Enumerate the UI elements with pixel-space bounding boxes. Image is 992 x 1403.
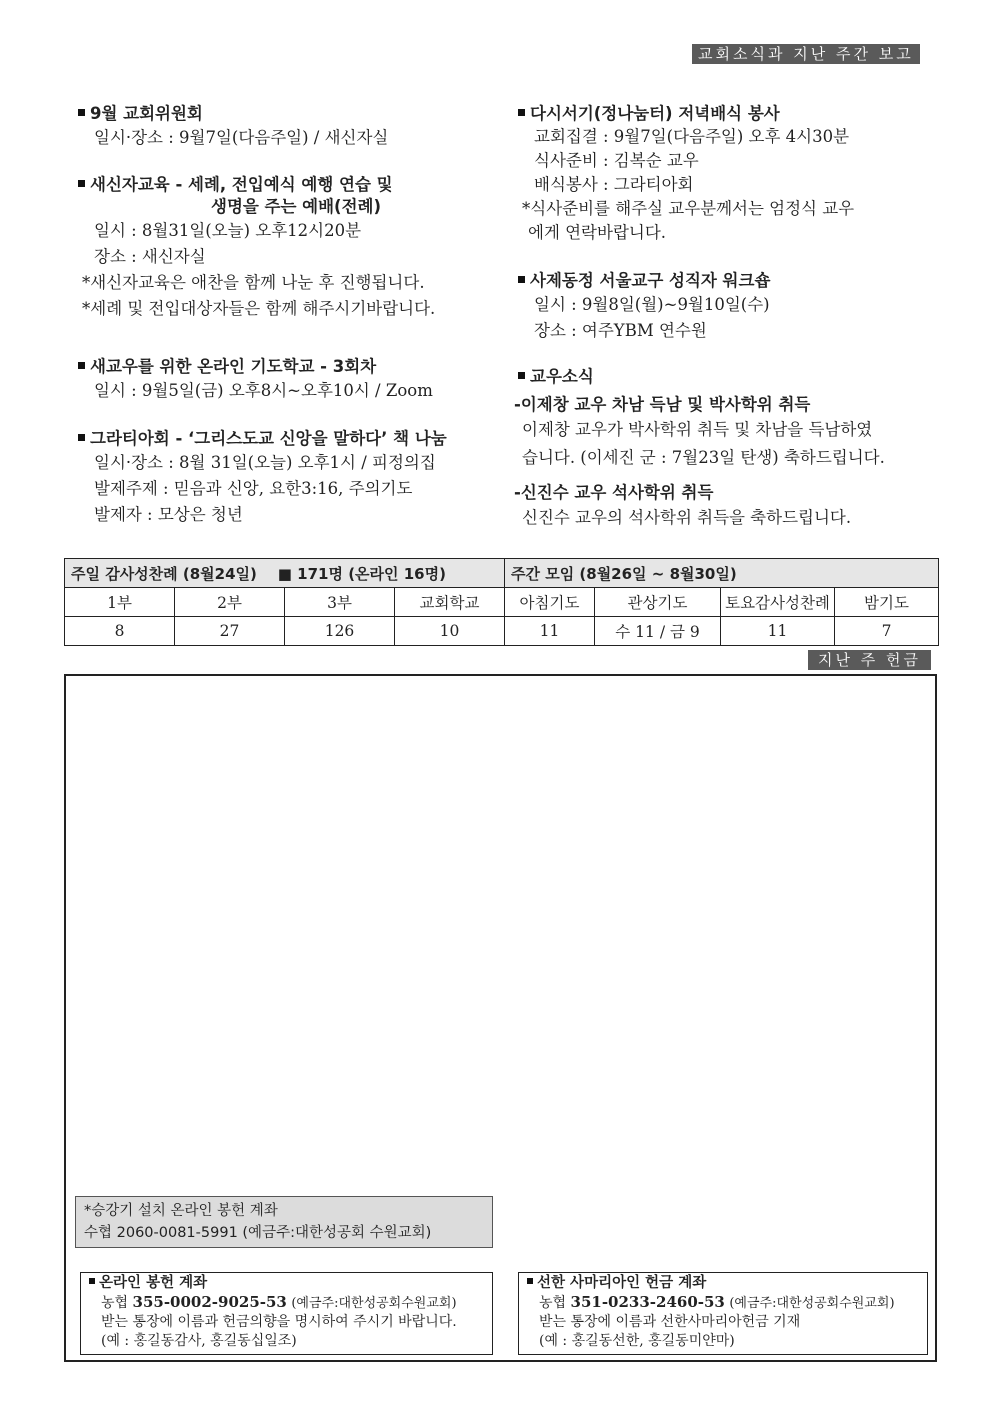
notice-note: *식사준비를 해주실 교우분께서는 엄정식 교우 bbox=[522, 199, 855, 218]
account-number-line: 농협 355-0002-9025-53 (예금주:대한성공회수원교회) bbox=[101, 1293, 457, 1311]
notice-line: 배식봉사 : 그라티아회 bbox=[534, 175, 694, 194]
column-header: 아침기도 bbox=[505, 588, 595, 617]
column-header: 2부 bbox=[175, 588, 285, 617]
bullet-square-icon bbox=[89, 1278, 95, 1284]
attendance-value: 11 bbox=[721, 617, 835, 646]
notice-meal-service bbox=[518, 103, 854, 245]
online-offering-note bbox=[75, 1196, 493, 1248]
column-header: 1부 bbox=[65, 588, 175, 617]
bullet-square-icon bbox=[518, 372, 525, 379]
notice-committee bbox=[78, 103, 388, 151]
account-title: 온라인 봉헌 계좌 bbox=[89, 1274, 484, 1293]
notice-line: 일시 : 8월31일(오늘) 오후12시20분 bbox=[94, 221, 362, 240]
bullet-square-icon bbox=[78, 362, 85, 369]
sunday-header: 주일 감사성찬례 (8월24일) ■ 171명 (온라인 16명) bbox=[65, 559, 505, 588]
account-line: 받는 통장에 이름과 선한사마리아헌금 기재 bbox=[539, 1314, 801, 1330]
notice-line: 일시·장소 : 9월7일(다음주일) / 새신자실 bbox=[94, 128, 389, 147]
notice-member-news bbox=[514, 366, 885, 532]
online-note-account: 수협 2060-0081-5991 (예금주:대한성공회 수원교회) bbox=[84, 1225, 432, 1241]
attendance-header-row bbox=[65, 559, 939, 588]
account-title: 선한 사마리아인 헌금 계좌 bbox=[527, 1274, 919, 1293]
column-header: 3부 bbox=[285, 588, 395, 617]
online-note-title: *승강기 설치 온라인 봉헌 계좌 bbox=[84, 1203, 278, 1219]
notice-newcomer-education bbox=[78, 174, 435, 322]
bullet-square-icon bbox=[78, 434, 85, 441]
bullet-square-icon bbox=[527, 1278, 533, 1284]
attendance-value: 11 bbox=[505, 617, 595, 646]
account-number: 351-0233-2460-53 bbox=[570, 1293, 725, 1311]
notice-title: 다시서기(정나눔터) 저녁배식 봉사 bbox=[518, 103, 854, 125]
attendance-table bbox=[64, 558, 939, 646]
news-subtitle: -신진수 교우 석사학위 취득 bbox=[514, 483, 714, 502]
news-line: 습니다. (이세진 군 : 7월23일 탄생) 축하드립니다. bbox=[522, 448, 885, 467]
offering-tag: 지난 주 헌금 bbox=[808, 650, 931, 670]
notice-line: 발제자 : 모상은 청년 bbox=[94, 505, 243, 524]
notice-note: *세례 및 전입대상자들은 함께 해주시기바랍니다. bbox=[82, 299, 436, 318]
notice-title: 사제동정 서울교구 성직자 워크숍 bbox=[518, 270, 770, 292]
account-line: (예 : 홍길동선한, 홍길동미얀마) bbox=[539, 1333, 735, 1349]
news-line: 이제창 교우가 박사학위 취득 및 차남을 득남하였 bbox=[522, 420, 873, 439]
attendance-value: 8 bbox=[65, 617, 175, 646]
attendance-value: 126 bbox=[285, 617, 395, 646]
notice-title: 그라티아회 - ‘그리스도교 신앙을 말하다’ 책 나눔 bbox=[78, 428, 447, 450]
attendance-value: 수 11 / 금 9 bbox=[595, 617, 721, 646]
notice-line: 장소 : 여주YBM 연수원 bbox=[534, 321, 707, 340]
notice-note: 에게 연락바랍니다. bbox=[528, 223, 667, 242]
notice-clergy-workshop bbox=[518, 270, 770, 344]
column-header: 관상기도 bbox=[595, 588, 721, 617]
column-header: 교회학교 bbox=[395, 588, 505, 617]
attendance-value: 27 bbox=[175, 617, 285, 646]
notice-line: 발제주제 : 믿음과 신앙, 요한3:16, 주의기도 bbox=[94, 479, 413, 498]
bullet-square-icon bbox=[518, 109, 525, 116]
attendance-columns-row bbox=[65, 588, 939, 617]
attendance-values-row bbox=[65, 617, 939, 646]
notice-line: 장소 : 새신자실 bbox=[94, 247, 206, 266]
account-box-samaritan bbox=[518, 1272, 928, 1355]
account-line: 받는 통장에 이름과 헌금의향을 명시하여 주시기 바랍니다. bbox=[101, 1314, 457, 1330]
bullet-square-icon bbox=[78, 180, 85, 187]
bullet-square-icon bbox=[518, 276, 525, 283]
notice-title-cont: 생명을 주는 예배(전례) bbox=[211, 197, 382, 216]
notice-line: 일시 : 9월8일(월)~9월10일(수) bbox=[534, 295, 770, 314]
notice-prayer-school bbox=[78, 356, 433, 404]
notice-title: 새교우를 위한 온라인 기도학교 - 3회차 bbox=[78, 356, 433, 378]
weekly-header: 주간 모임 (8월26일 ~ 8월30일) bbox=[505, 559, 939, 588]
news-subtitle: -이제창 교우 차남 득남 및 박사학위 취득 bbox=[514, 395, 811, 414]
column-header: 밤기도 bbox=[835, 588, 939, 617]
attendance-value: 10 bbox=[395, 617, 505, 646]
account-number: 355-0002-9025-53 bbox=[132, 1293, 287, 1311]
notice-title: 새신자교육 - 세례, 전입예식 예행 연습 및 bbox=[78, 174, 435, 196]
account-box-online bbox=[80, 1272, 493, 1355]
notice-title: 교우소식 bbox=[514, 366, 885, 388]
notice-line: 교회집결 : 9월7일(다음주일) 오후 4시30분 bbox=[534, 127, 850, 146]
section-tag: 교회소식과 지난 주간 보고 bbox=[692, 44, 920, 64]
attendance-value: 7 bbox=[835, 617, 939, 646]
notice-line: 일시 : 9월5일(금) 오후8시~오후10시 / Zoom bbox=[94, 381, 433, 400]
news-line: 신진수 교우의 석사학위 취득을 축하드립니다. bbox=[522, 508, 852, 527]
account-number-line: 농협 351-0233-2460-53 (예금주:대한성공회수원교회) bbox=[539, 1293, 895, 1311]
account-line: (예 : 홍길동감사, 홍길동십일조) bbox=[101, 1333, 297, 1349]
notice-gratia bbox=[78, 428, 447, 528]
notice-line: 일시·장소 : 8월 31일(오늘) 오후1시 / 피정의집 bbox=[94, 453, 436, 472]
notice-note: *새신자교육은 애찬을 함께 나눈 후 진행됩니다. bbox=[82, 273, 425, 292]
sunday-total: ■ 171명 (온라인 16명) bbox=[277, 564, 446, 583]
bullet-square-icon bbox=[78, 109, 85, 116]
offering-box bbox=[64, 674, 937, 1362]
column-header: 토요감사성찬례 bbox=[721, 588, 835, 617]
notice-line: 식사준비 : 김복순 교우 bbox=[534, 151, 699, 170]
notice-title: 9월 교회위원회 bbox=[78, 103, 388, 125]
